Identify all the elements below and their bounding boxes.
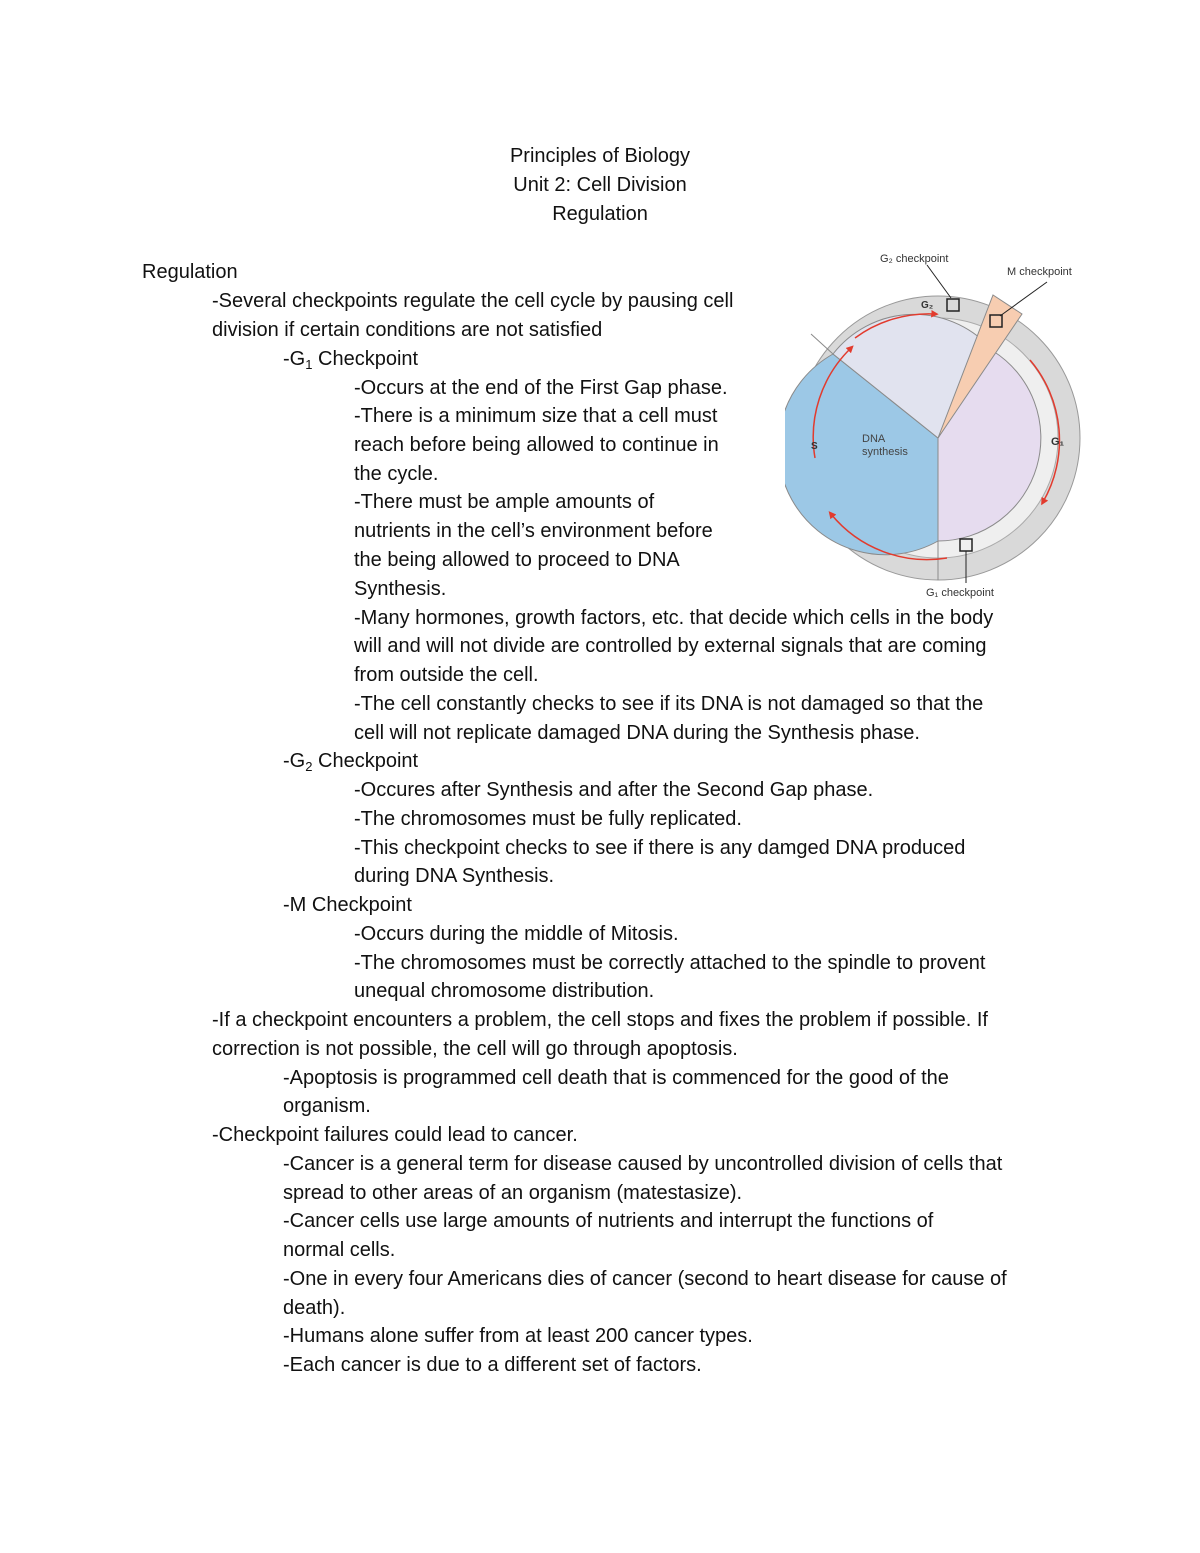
text-line: division if certain conditions are not satisfied [212,319,603,341]
text-line: spread to other areas of an organism (matestasize). [283,1182,743,1204]
text-line: -Cancer cells use large amounts of nutrients and interrupt the functions of [283,1210,934,1232]
text-line: the cycle. [354,463,439,485]
synthesis-label: synthesis [862,446,908,458]
text-line: during DNA Synthesis. [354,865,555,887]
g2-checkpoint-label: G₂ checkpoint [880,253,949,265]
document-header [0,142,1200,229]
text-line: -Cancer is a general term for disease caused by uncontrolled division of cells that [283,1153,1003,1175]
cell-cycle-checkpoint-diagram [785,248,1090,603]
text-line: cell will not replicate damaged DNA during the Synthesis phase. [354,722,920,744]
text-line: normal cells. [283,1239,396,1261]
g1-checkpoint-label: G₁ checkpoint [926,587,994,599]
text-line: -Each cancer is due to a different set of factors. [283,1354,702,1376]
text-line: reach before being allowed to continue in [354,434,719,456]
text-line: nutrients in the cell’s environment before [354,520,713,542]
text-line: -Occurs at the end of the First Gap phase. [354,377,728,399]
text-line: -One in every four Americans dies of cancer (second to heart disease for cause of [283,1268,1007,1290]
text-line: -There is a minimum size that a cell must [354,405,718,427]
g1-checkpoint-heading [283,345,418,375]
dna-label: DNA [862,433,886,445]
text-line: Synthesis. [354,578,447,600]
text-line: from outside the cell. [354,664,539,686]
section-heading: Regulation [142,261,238,283]
text-line: unequal chromosome distribution. [354,980,655,1002]
text-line: -This checkpoint checks to see if there is any damged DNA produced [354,837,966,859]
g1-suffix: Checkpoint [312,348,419,370]
unit-title: Unit 2: Cell Division [513,174,687,196]
g1-prefix: -G [283,348,306,370]
text-line: -If a checkpoint encounters a problem, the cell stops and fixes the problem if possible. If [212,1009,988,1031]
leader-line [927,265,951,298]
text-line: will and will not divide are controlled by external signals that are coming [354,635,987,657]
text-line: the being allowed to proceed to DNA [354,549,680,571]
g1-subscript: 1 [305,357,313,372]
g1-phase-label: G₁ [1051,436,1065,448]
text-line: -The chromosomes must be correctly attached to the spindle to provent [354,952,986,974]
text-line: -Checkpoint failures could lead to cancer. [212,1124,578,1146]
g2-phase-label: G₂ [921,300,934,311]
m-checkpoint-label: M checkpoint [1007,266,1072,278]
text-line: organism. [283,1095,371,1117]
m-checkpoint-heading: -M Checkpoint [283,894,412,916]
text-line: -Many hormones, growth factors, etc. that decide which cells in the body [354,607,994,629]
g2-checkpoint-heading [283,747,418,777]
course-title: Principles of Biology [509,145,691,167]
text-line: -The chromosomes must be fully replicated. [354,808,742,830]
text-line: -There must be ample amounts of [354,491,655,513]
text-line: -Several checkpoints regulate the cell cycle by pausing cell [212,290,734,312]
g2-suffix: Checkpoint [312,750,419,772]
text-line: -The cell constantly checks to see if its DNA is not damaged so that the [354,693,984,715]
text-line: death). [283,1297,346,1319]
g2-subscript: 2 [305,759,313,774]
leader-line [1000,282,1047,316]
text-line: correction is not possible, the cell will go through apoptosis. [212,1038,738,1060]
topic-title: Regulation [552,203,648,225]
s-phase-label: S [811,441,818,452]
ring-divider [811,334,833,354]
text-line: -Occures after Synthesis and after the Second Gap phase. [354,779,874,801]
g2-prefix: -G [283,750,306,772]
text-line: -Apoptosis is programmed cell death that is commenced for the good of the [283,1067,949,1089]
text-line: -Occurs during the middle of Mitosis. [354,923,679,945]
text-line: -Humans alone suffer from at least 200 cancer types. [283,1325,753,1347]
